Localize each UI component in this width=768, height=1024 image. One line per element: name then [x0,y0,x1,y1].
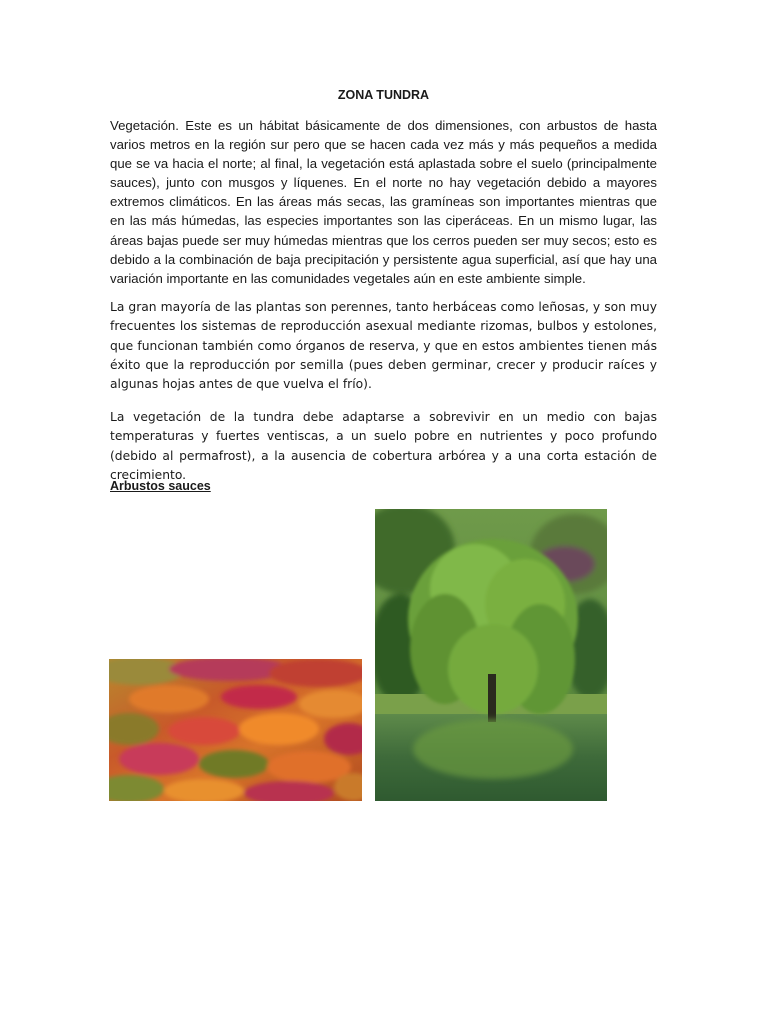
page-title: ZONA TUNDRA [337,88,430,102]
photo-weeping-willow-by-lake [375,509,607,801]
paragraph-adaptation: La vegetación de la tundra debe adaptarse a sobrevivir en un medio con bajas temperaturas y fuertes ventiscas, a un suelo pobre en nutrientes y poco profundo (debido al permafrost), a la ausencia de cobertura arbórea y a una corta estación de crecimiento. [110,410,657,482]
photo-colorful-tundra-shrubs [109,659,362,801]
paragraph-perennials: La gran mayoría de las plantas son perennes, tanto herbáceas como leñosas, y son muy frecuentes los sistemas de reproducción asexual mediante rizomas, bulbos y estolones, que funcionan también como órganos de reserva, y que en estos ambientes tienen más éxito que la reproducción por semilla (pues deben germinar, crecer y producir raíces y algunas hojas antes de que vuelva el frío). [110,300,657,392]
section-heading-willow-shrubs: Arbustos sauces [110,479,211,493]
paragraph-vegetation: Vegetación. Este es un hábitat básicamente de dos dimensiones, con arbustos de hasta varios metros en la región sur pero que se hacen cada vez más y más pequeños a medida que se va hacia el norte; al final, la vegetación está aplastada sobre el suelo (principalmente sauces), junto con musgos y líquenes. En el norte no hay vegetación debido a mayores extremos climáticos. En las áreas más secas, las gramíneas son importantes mientras que en las más húmedas, las especies importantes son las ciperáceas. En un mismo lugar, las áreas bajas puede ser muy húmedas mientras que los cerros pueden ser muy secos; esto es debido a la combinación de baja precipitación y persistente agua superficial, así que hay una variación importante en las comunidades vegetales aún en este ambiente simple. [110,118,657,286]
